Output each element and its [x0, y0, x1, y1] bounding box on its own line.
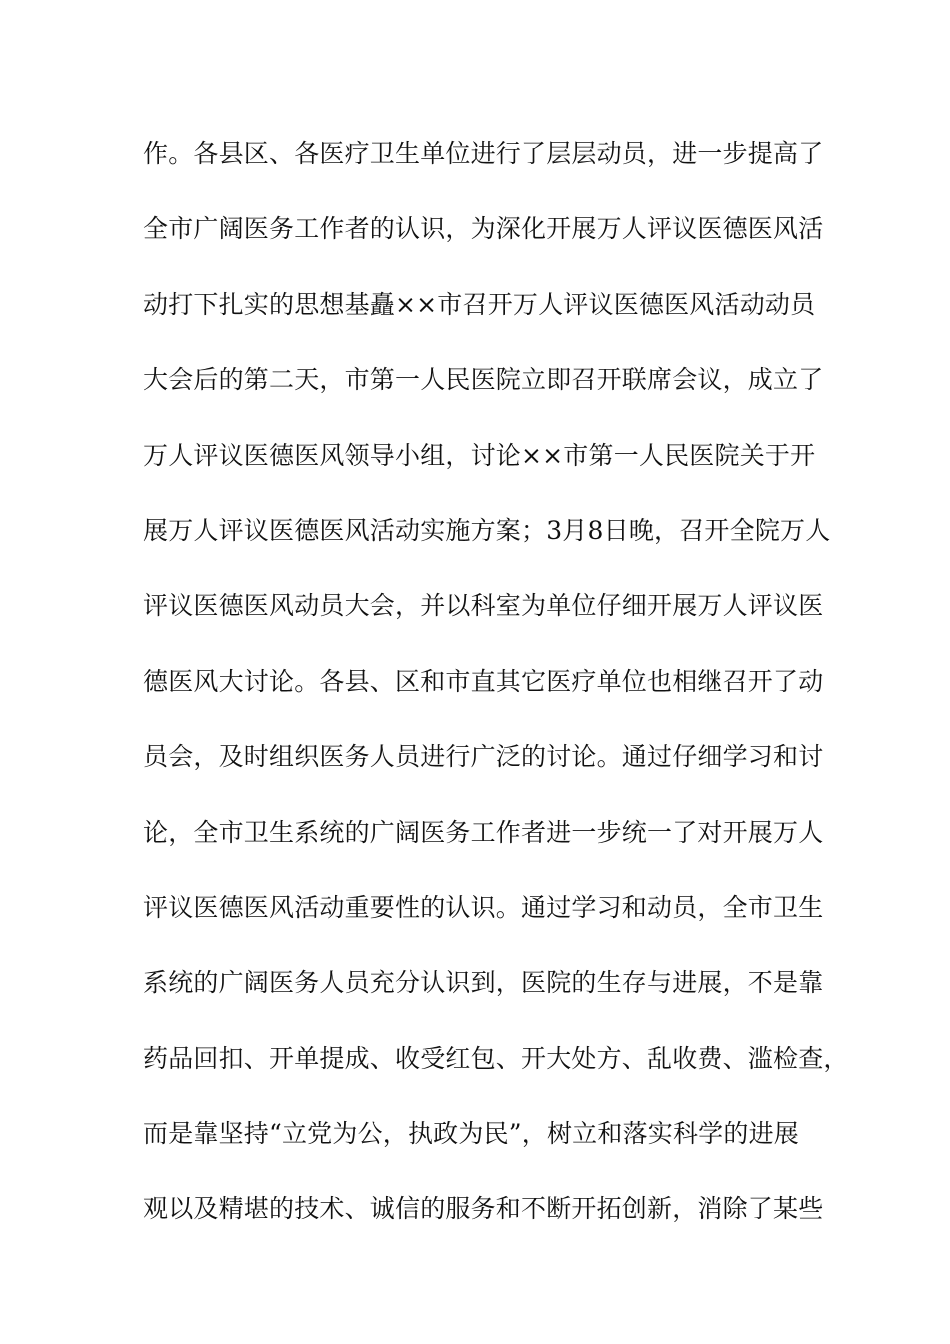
text-line: 大会后的第二天，市第一人民医院立即召开联席会议，成立了: [143, 365, 824, 395]
text-line: 论，全市卫生系统的广阔医务工作者进一步统一了对开展万人: [143, 817, 824, 847]
text-line: 全市广阔医务工作者的认识，为深化开展万人评议医德医风活: [143, 214, 824, 244]
text-line: 系统的广阔医务人员充分认识到，医院的生存与进展，不是靠: [143, 968, 824, 998]
text-line: 作。各县区、各医疗卫生单位进行了层层动员，进一步提高了: [143, 139, 824, 168]
text-line: 德医风大讨论。各县、区和市直其它医疗单位也相继召开了动: [143, 666, 824, 696]
body-paragraph: [143, 128, 849, 1259]
text-line: 展万人评议医德医风活动实施方案；3月8日晚，召开全院万人: [143, 515, 831, 545]
text-line: 万人评议医德医风领导小组，讨论××市第一人民医院关于开: [143, 440, 816, 470]
text-line: 评议医德医风活动重要性的认识。通过学习和动员，全市卫生: [143, 892, 824, 922]
text-line: 员会，及时组织医务人员进行广泛的讨论。通过仔细学习和讨: [143, 742, 824, 772]
text-line: 药品回扣、开单提成、收受红包、开大处方、乱收费、滥检查，: [143, 1043, 849, 1073]
text-line: 观以及精堪的技术、诚信的服务和不断开拓创新，消除了某些: [143, 1194, 824, 1224]
text-line: 评议医德医风动员大会，并以科室为单位仔细开展万人评议医: [143, 591, 824, 621]
text-line: 动打下扎实的思想基矗××市召开万人评议医德医风活动动员: [143, 289, 816, 319]
text-line: 而是靠坚持“立党为公，执政为民”，树立和落实科学的进展: [143, 1119, 799, 1149]
